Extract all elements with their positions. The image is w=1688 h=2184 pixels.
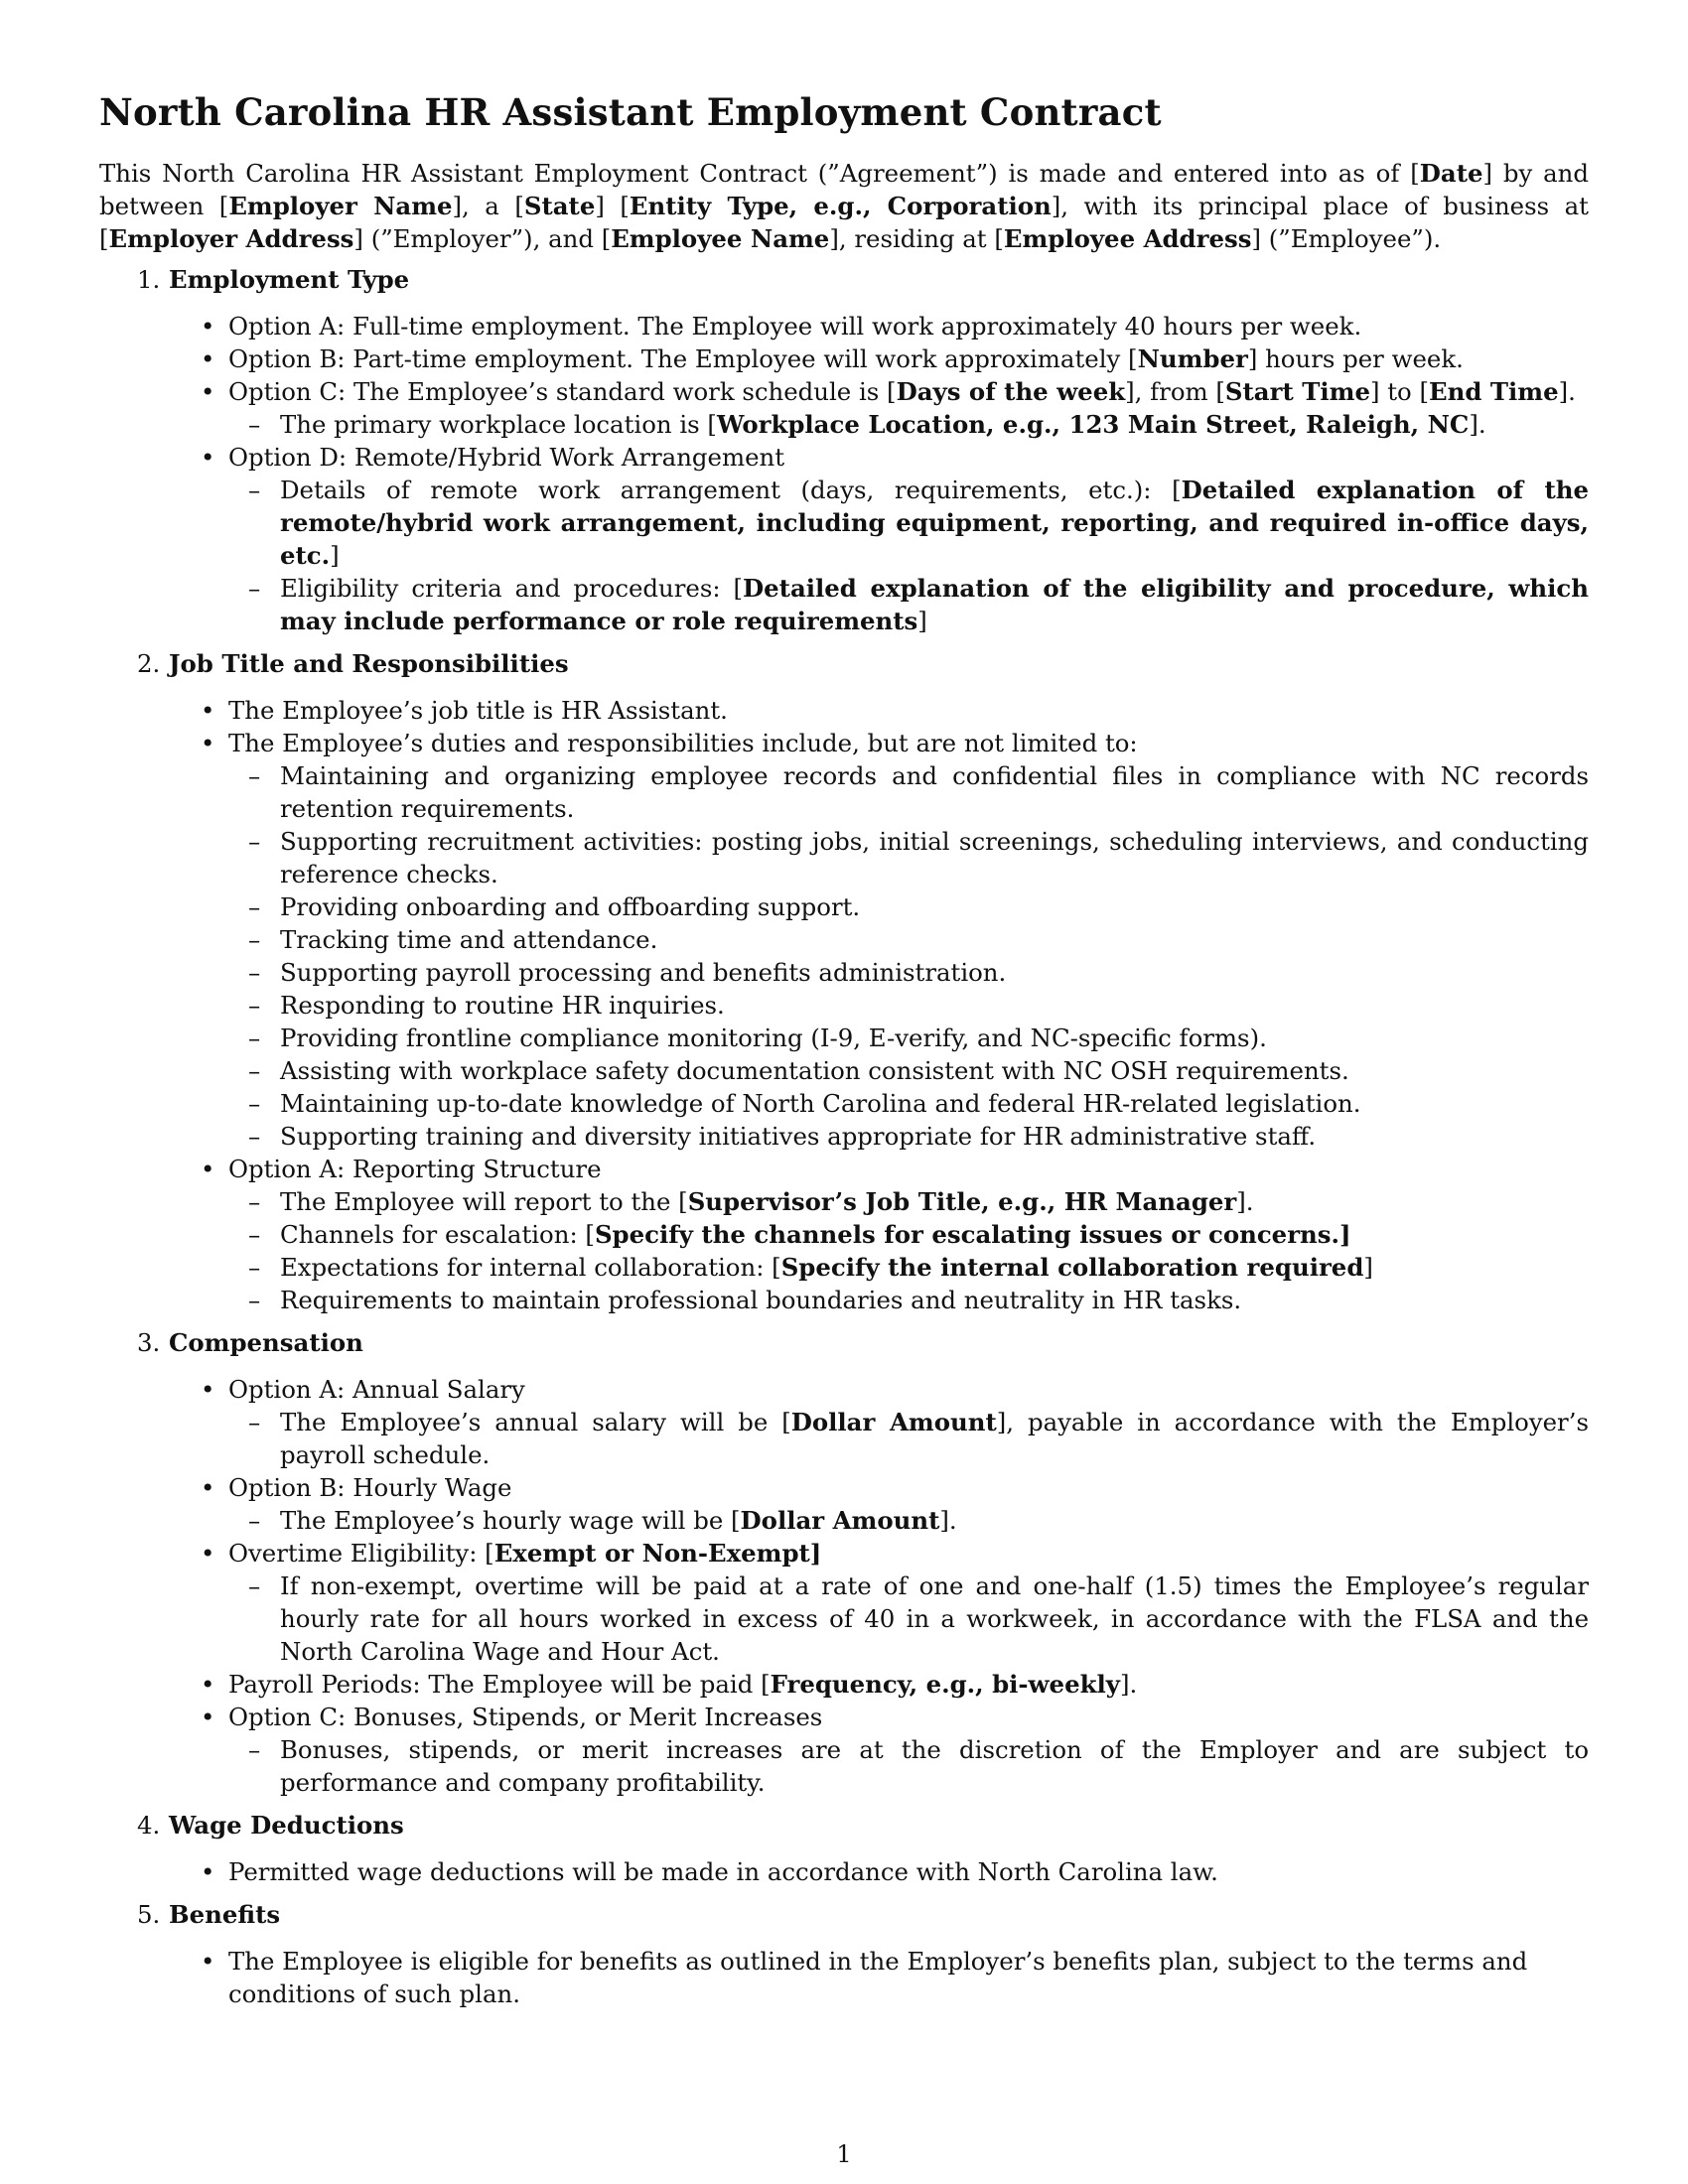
list-item [169, 1373, 1589, 1471]
sub-list [228, 1504, 1589, 1537]
section-list [169, 694, 1589, 1316]
intro-text: ], with its principal place of business at [ [99, 192, 1589, 253]
item-text: ]. [1236, 1187, 1254, 1216]
section-list [169, 1855, 1589, 1888]
item-text: Option C: Bonuses, Stipends, or Merit Increases [228, 1703, 823, 1731]
duty-item: – Supporting training and diversity initiatives appropriate for HR administrative staff. [228, 1120, 1589, 1153]
item-text: ] to [ [1369, 377, 1429, 406]
list-item [169, 375, 1589, 441]
item-text: ], from [ [1125, 377, 1225, 406]
list-item: • Permitted wage deductions will be made in accordance with North Carolina law. [169, 1855, 1589, 1888]
list-item [169, 1668, 1589, 1701]
section-list [169, 1373, 1589, 1799]
placeholder-escalation: Specify the channels for escalating issues or concerns. [594, 1220, 1339, 1249]
item-text: The Employee will report to the [ [280, 1187, 688, 1216]
duty-item: – Supporting payroll processing and benefits administration. [228, 956, 1589, 989]
sub-list [228, 1733, 1589, 1799]
intro-text: This North Carolina HR Assistant Employment Contract (”Agreement”) is made and entered into as of [ [99, 159, 1420, 188]
item-text: ]. [1558, 377, 1576, 406]
list-item [169, 1153, 1589, 1316]
intro-text: ] by and between [ [99, 159, 1589, 220]
item-text: Option B: Part-time employment. The Employee will work approximately [ [228, 344, 1138, 373]
section-wage-deductions [99, 1809, 1589, 1888]
sub-item [228, 474, 1589, 572]
section-heading: Benefits [169, 1900, 281, 1929]
placeholder-days: Days of the week [896, 377, 1126, 406]
duty-item: – Supporting recruitment activities: posting jobs, initial screenings, scheduling interviews, and conducting reference checks. [228, 825, 1589, 890]
page-number: 1 [836, 2140, 852, 2168]
list-item [169, 694, 1589, 727]
section-number: 1. [137, 265, 161, 294]
placeholder-start-time: Start Time [1224, 377, 1370, 406]
sub-item [228, 1406, 1589, 1471]
placeholder-eligibility: Detailed explanation of the eligibility and procedure, which may include performance or role requirements [280, 574, 1589, 635]
document-page [99, 87, 1589, 2020]
item-text: Overtime Eligibility: [ [228, 1539, 494, 1568]
placeholder-collaboration: Specify the internal collaboration required [780, 1253, 1364, 1282]
item-text: The Employee’s duties and responsibilities include, but are not limited to: [228, 729, 1138, 757]
item-text: Option A: Reporting Structure [228, 1155, 602, 1183]
duty-item: – Providing frontline compliance monitoring (I-9, E-verify, and NC-specific forms). [228, 1022, 1589, 1054]
sub-item [228, 572, 1589, 637]
intro-text: ], residing at [ [829, 224, 1004, 253]
sub-list [228, 474, 1589, 637]
section-heading: Employment Type [169, 265, 410, 294]
section-compensation [99, 1326, 1589, 1799]
placeholder-end-time: End Time [1429, 377, 1559, 406]
section-number: 2. [137, 649, 161, 678]
placeholder-number: Number [1137, 344, 1248, 373]
item-text: ]. [1119, 1670, 1138, 1699]
sub-item [228, 1251, 1589, 1284]
list-item [169, 727, 1589, 1153]
item-text: Option B: Hourly Wage [228, 1473, 512, 1502]
section-number: 4. [137, 1811, 161, 1840]
duty-item: – Responding to routine HR inquiries. [228, 989, 1589, 1022]
placeholder-entity-type: Entity Type, e.g., Corporation [629, 192, 1052, 220]
item-text: Channels for escalation: [ [280, 1220, 595, 1249]
placeholder-frequency: Frequency, e.g., bi-weekly [770, 1670, 1120, 1699]
item-text: ], payable in accordance with the Employer’s payroll schedule. [280, 1408, 1589, 1469]
item-text: ] hours per week. [1247, 344, 1464, 373]
duties-list [228, 759, 1589, 1153]
sub-item: – Requirements to maintain professional boundaries and neutrality in HR tasks. [228, 1284, 1589, 1316]
item-text: The Employee’s hourly wage will be [ [280, 1506, 741, 1535]
item-text: Details of remote work arrangement (days, requirements, etc.): [ [280, 476, 1182, 504]
placeholder-dollar-amount: Dollar Amount [740, 1506, 940, 1535]
item-text: The primary workplace location is [ [280, 410, 717, 439]
list-item [169, 1701, 1589, 1799]
sub-item: – Bonuses, stipends, or merit increases are at the discretion of the Employer and are subject to performance and company profitability. [228, 1733, 1589, 1799]
document-title: North Carolina HR Assistant Employment Contract [99, 90, 1162, 134]
section-heading: Wage Deductions [169, 1811, 404, 1840]
intro-text: ] (”Employee”). [1251, 224, 1442, 253]
section-number: 3. [137, 1328, 161, 1357]
intro-text: ] (”Employer”), and [ [353, 224, 612, 253]
sub-list [228, 1406, 1589, 1471]
placeholder-state: State [523, 192, 596, 220]
placeholder-employer-address: Employer Address [108, 224, 354, 253]
placeholder-remote-details: Detailed explanation of the remote/hybrid work arrangement, including equipment, reporting, and required in-office days, etc. [280, 476, 1589, 570]
list-item [169, 342, 1589, 375]
item-text: ]. [939, 1506, 957, 1535]
intro-text: ], a [ [452, 192, 524, 220]
sub-item [228, 1185, 1589, 1218]
duty-item: – Maintaining up-to-date knowledge of North Carolina and federal HR-related legislation. [228, 1087, 1589, 1120]
placeholder-dollar-amount: Dollar Amount [790, 1408, 997, 1436]
section-list [169, 310, 1589, 637]
placeholder-employee-name: Employee Name [611, 224, 830, 253]
item-text: ] [809, 1539, 822, 1568]
section-benefits [99, 1898, 1589, 2010]
section-employment-type [99, 263, 1589, 637]
sub-list [228, 408, 1589, 441]
item-text: ]. [1469, 410, 1486, 439]
sub-item [228, 1218, 1589, 1251]
contract-sections [99, 263, 1589, 2010]
item-text: Option C: The Employee’s standard work schedule is [ [228, 377, 897, 406]
item-text: Option A: Annual Salary [228, 1375, 525, 1404]
item-text: ] [1339, 1220, 1351, 1249]
duty-item: – Maintaining and organizing employee records and confidential files in compliance with NC records retention requirements. [228, 759, 1589, 825]
section-heading: Compensation [169, 1328, 363, 1357]
placeholder-date: Date [1419, 159, 1483, 188]
placeholder-supervisor: Supervisor’s Job Title, e.g., HR Manager [687, 1187, 1237, 1216]
section-heading: Job Title and Responsibilities [169, 649, 569, 678]
item-text: The Employee’s job title is HR Assistant. [228, 696, 728, 725]
list-item [169, 310, 1589, 342]
list-item: • The Employee is eligible for benefits as outlined in the Employer’s benefits plan, subject to the terms and conditions of such plan. [169, 1945, 1589, 2010]
section-number: 5. [137, 1900, 161, 1929]
item-text: ] [1363, 1253, 1373, 1282]
duty-item: – Providing onboarding and offboarding support. [228, 890, 1589, 923]
sub-item [228, 1504, 1589, 1537]
list-item [169, 1471, 1589, 1537]
item-text: ] [917, 607, 927, 635]
item-text: The Employee’s annual salary will be [ [280, 1408, 791, 1436]
duty-item: – Tracking time and attendance. [228, 923, 1589, 956]
sub-item [228, 408, 1589, 441]
sub-item: – If non-exempt, overtime will be paid at a rate of one and one-half (1.5) times the Employee’s regular hourly rate for all hours worked in excess of 40 in a workweek, in accordance with the FLSA and the North Carolina Wage and Hour Act. [228, 1570, 1589, 1668]
list-item [169, 441, 1589, 637]
sub-list [228, 1570, 1589, 1668]
intro-text: ] [ [595, 192, 630, 220]
placeholder-workplace-location: Workplace Location, e.g., 123 Main Street, Raleigh, NC [716, 410, 1470, 439]
placeholder-employee-address: Employee Address [1003, 224, 1252, 253]
item-text: Eligibility criteria and procedures: [ [280, 574, 744, 603]
list-item [169, 1537, 1589, 1668]
duty-item: – Assisting with workplace safety documentation consistent with NC OSH requirements. [228, 1054, 1589, 1087]
item-text: Payroll Periods: The Employee will be paid [ [228, 1670, 771, 1699]
item-text: Expectations for internal collaboration: [ [280, 1253, 781, 1282]
item-text: Option A: Full-time employment. The Employee will work approximately 40 hours per week. [228, 312, 1362, 341]
item-text: Option D: Remote/Hybrid Work Arrangement [228, 443, 785, 472]
intro-paragraph [99, 157, 1589, 255]
sub-list [228, 1185, 1589, 1316]
item-text: ] [330, 541, 340, 570]
placeholder-employer-name: Employer Name [228, 192, 453, 220]
section-list [169, 1945, 1589, 2010]
section-job-title [99, 647, 1589, 1316]
placeholder-exempt-status: Exempt or Non-Exempt [493, 1539, 810, 1568]
